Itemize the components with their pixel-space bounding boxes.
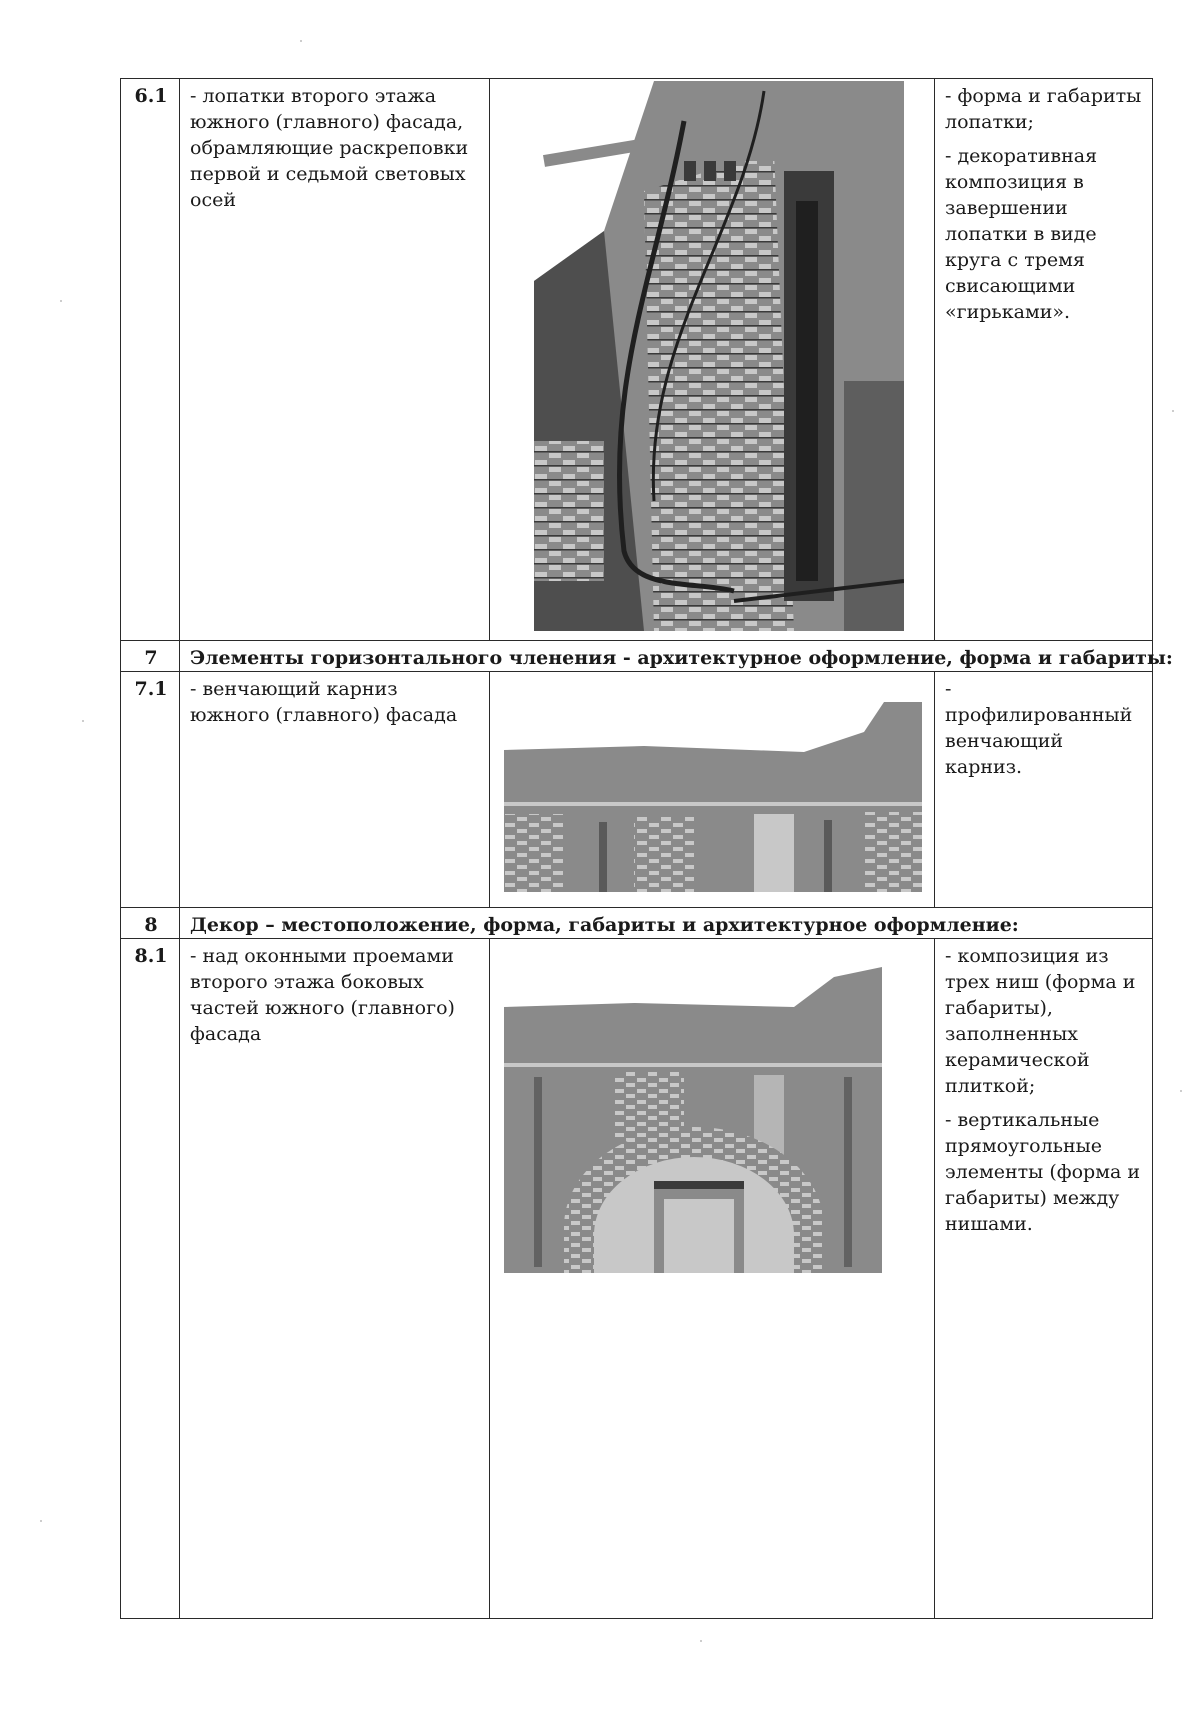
section-header-7 [121,641,1153,672]
table-row-8-1 [121,939,1153,1619]
scan-speck [1172,410,1174,412]
scan-speck [1180,1090,1182,1092]
feature-item: - вертикальные прямоугольные элементы (форма и габариты) между нишами. [945,1109,1141,1235]
scan-speck [60,300,62,302]
feature-item: - декоративная композиция в завершении лопатки в виде круга с тремя свисающими «гирьками». [945,145,1098,323]
protected-features [935,79,1153,641]
section-title: Элементы горизонтального членения - архитектурное оформление, форма и габариты: [180,641,1153,672]
row-number: 8.1 [121,939,180,1619]
pilaster-photo [534,81,904,631]
photo-cell [490,79,935,641]
row-number: 6.1 [121,79,180,641]
niche-decor-photo [504,967,882,1273]
elements-table [120,78,1173,1619]
scan-speck [700,1640,702,1642]
section-title: Декор – местоположение, форма, габариты и архитектурное оформление: [180,908,1153,939]
feature-item: - профилированный венчающий карниз. [945,678,1133,778]
protected-features [935,672,1153,908]
scan-speck [82,720,84,722]
section-number: 8 [121,908,180,939]
photo-cell [490,672,935,908]
row-number: 7.1 [121,672,180,908]
feature-item: - композиция из трех ниш (форма и габариты), заполненных керамической плиткой; [945,945,1136,1097]
element-description: - лопатки второго этажа южного (главного) фасада, обрамляющие раскреповки первой и седьмой световых осей [180,79,490,641]
protected-features [935,939,1153,1619]
scan-speck [300,40,302,42]
cornice-photo [504,702,922,892]
section-header-8 [121,908,1153,939]
element-description: - над оконными проемами второго этажа боковых частей южного (главного) фасада [180,939,490,1619]
table-row-6-1 [121,79,1153,641]
photo-cell [490,939,935,1619]
feature-item: - форма и габариты лопатки; [945,85,1142,133]
section-number: 7 [121,641,180,672]
element-description: - венчающий карниз южного (главного) фасада [180,672,490,908]
table-row-7-1 [121,672,1153,908]
scan-speck [40,1520,42,1522]
